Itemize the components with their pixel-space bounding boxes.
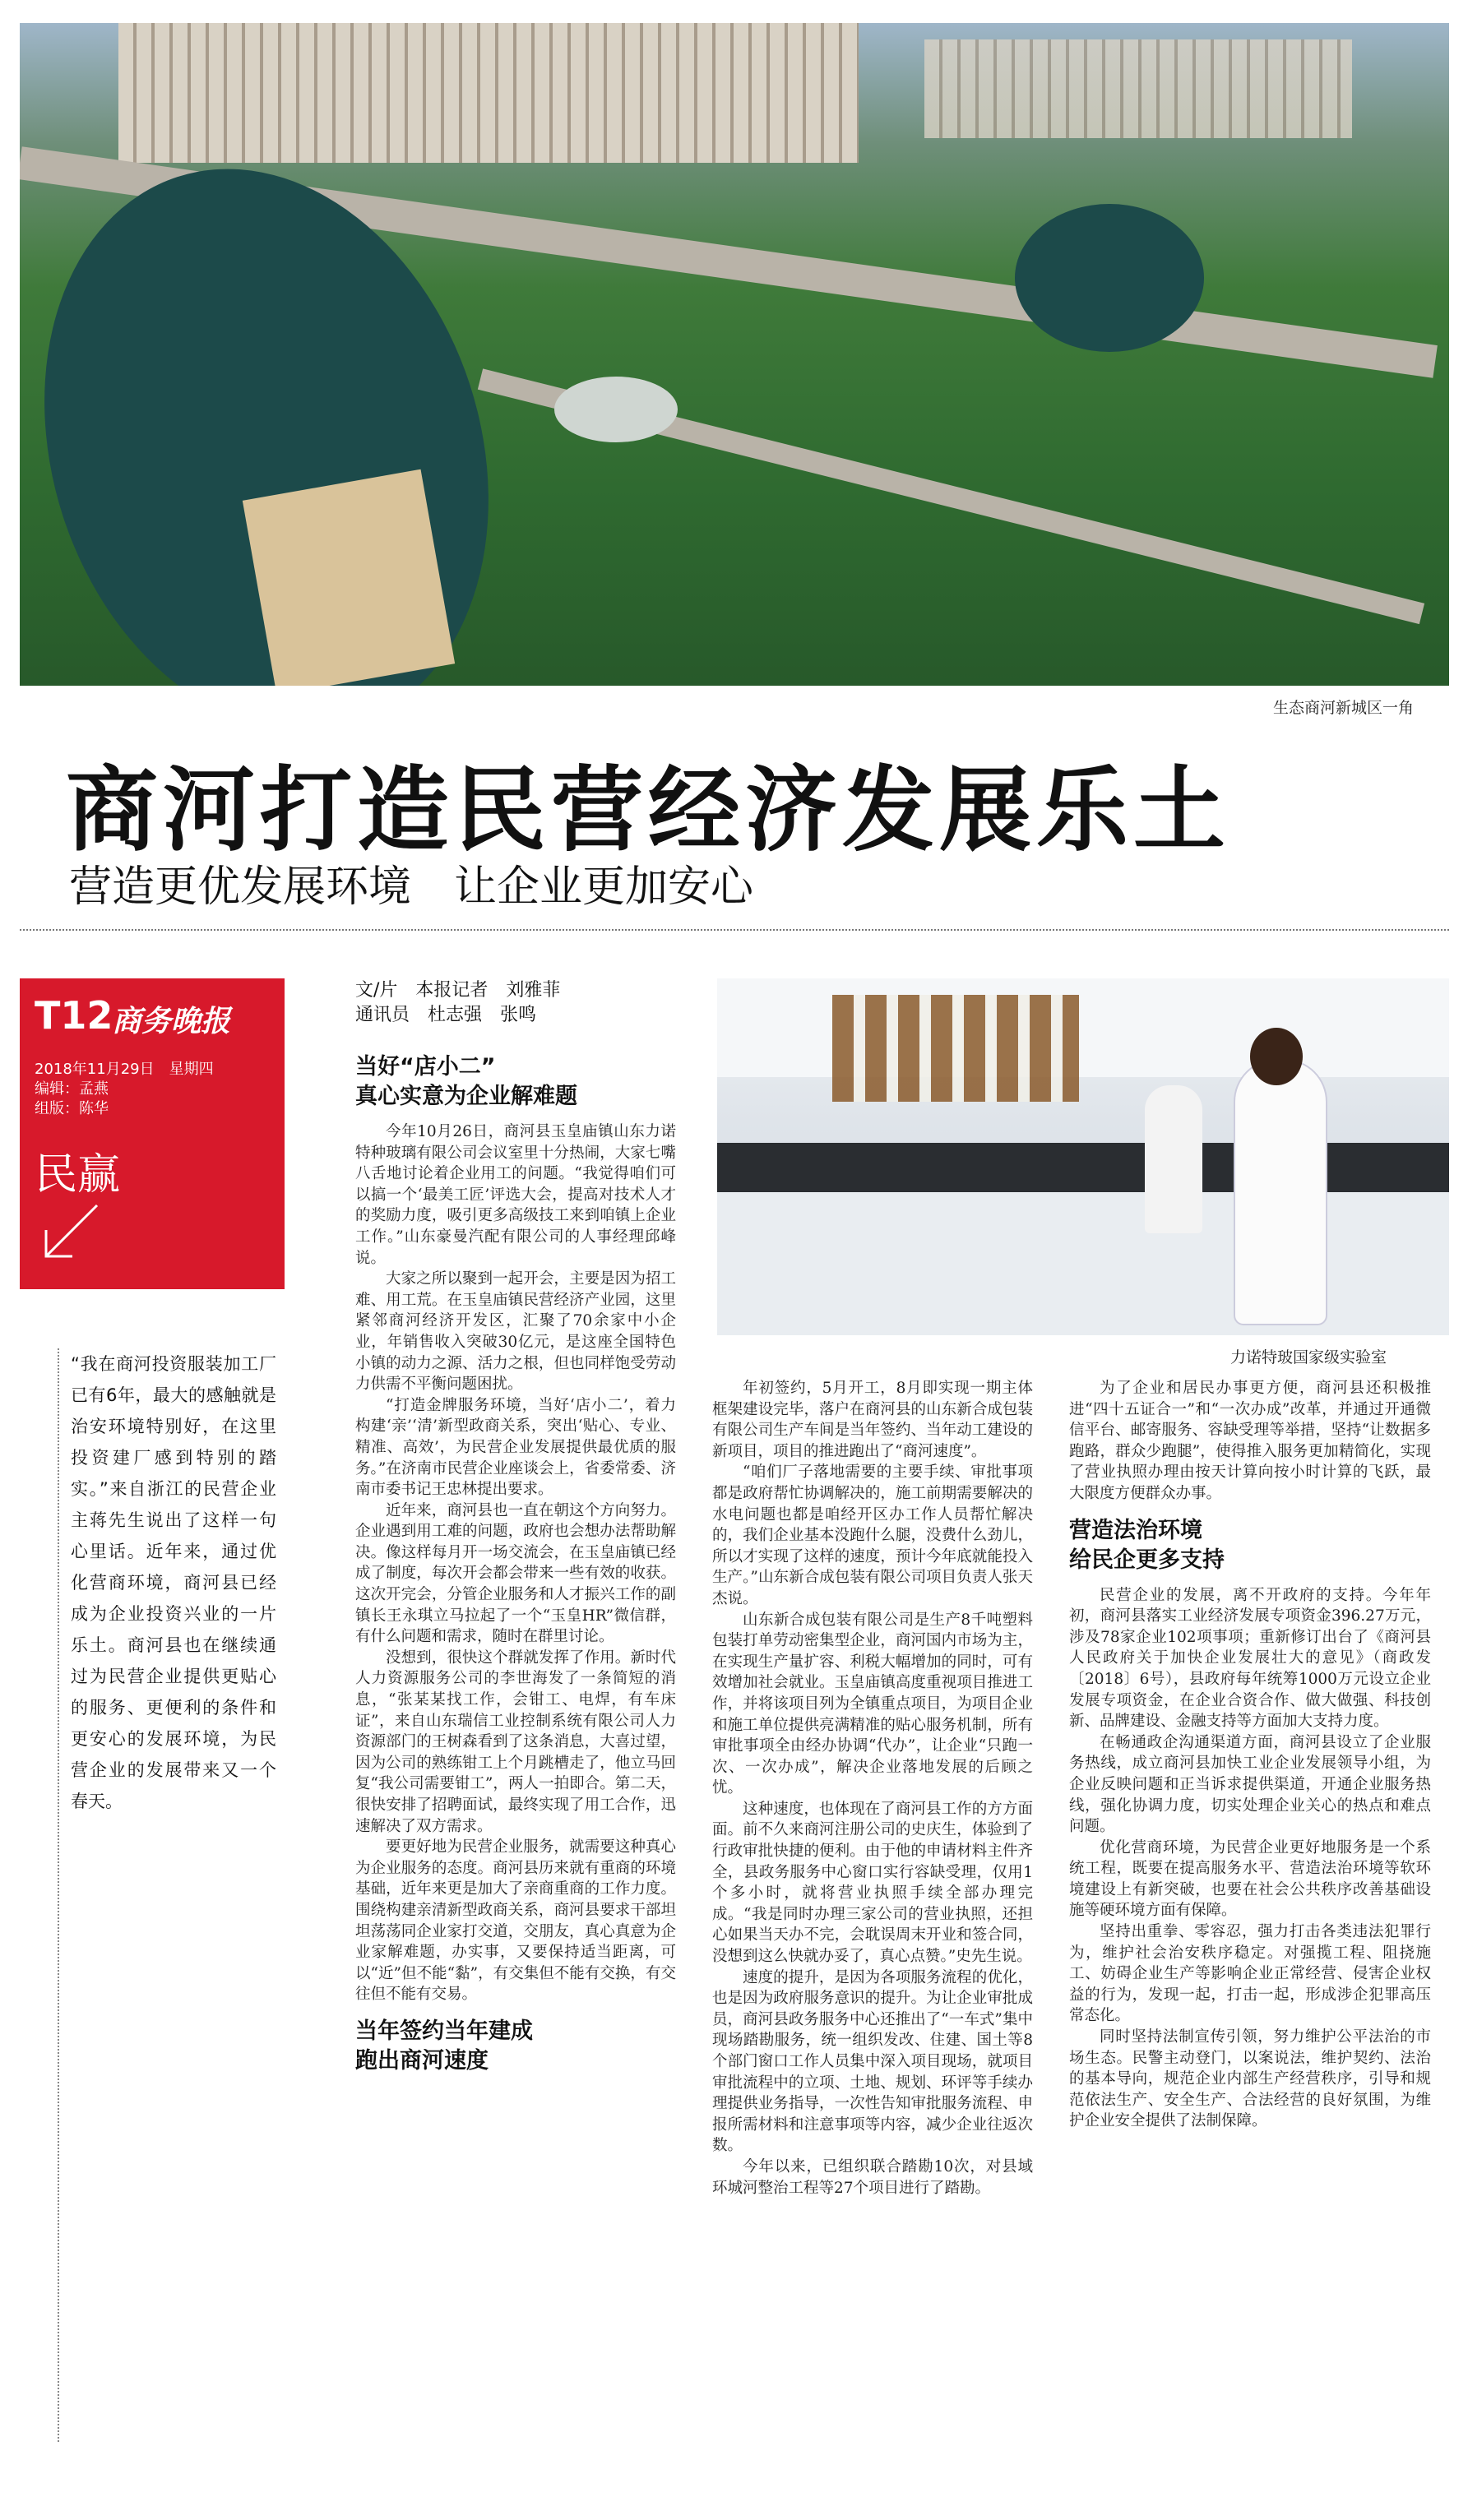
pond [1015, 204, 1204, 352]
subhead-2a: 当年签约当年建成 [355, 2018, 533, 2044]
paragraph: 速度的提升，是因为各项服务流程的优化，也是因为政府服务意识的提升。为让企业审批成员，商河县政务服务中心还推出了“一车式”集中现场踏勘服务，统一组织发改、住建、国土等8个部门窗口工作人员集中深入项目现场，就项目审批流程中的立项、土地、规划、环评等手续办理提供业务指导，一次性告知审批服务流程、申报所需材料和注意事项等内容，减少企业往返次数。 [712, 1968, 1033, 2155]
sand-beach [243, 469, 455, 686]
subhead-3b: 给民企更多支持 [1069, 1547, 1225, 1573]
round-plaza [554, 377, 678, 442]
article-column-2 [712, 1378, 1033, 2199]
article-column-3 [1069, 1378, 1431, 2132]
ceiling [717, 978, 1449, 1077]
hero-caption: 生态商河新城区一角 [1273, 699, 1415, 717]
second-researcher [1145, 1085, 1202, 1233]
paragraph: 大家之所以聚到一起开会，主要是因为招工难、用工荒。在玉皇庙镇民营经济产业园，这里紧邻商河经济开发区，汇聚了70余家中小企业，年销售收入突破30亿元，是这座全国特色小镇的动力之源、活力之根，但也同样饱受劳动力供需不平衡问题困扰。 [355, 1270, 676, 1394]
paper-name: 商务晚报 [112, 1005, 231, 1038]
paragraph: 没想到，很快这个群就发挥了作用。新时代人力资源服务公司的李世海发了一条简短的消息，“张某某找工作，会钳工、电焊，有车床证”，来自山东瑞信工业控制系统有限公司人力资源部门的王树森看到了这条消息，大喜过望，因为公司的熟练钳工上个月跳槽走了，他立马回复“我公司需要钳工”，两人一拍即合。第二天，很快安排了招聘面试，最终实现了用工合作，迅速解决了双方需求。 [355, 1648, 676, 1835]
paragraph: 要更好地为民营企业服务，就需要这种真心为企业服务的态度。商河县历来就有重商的环境基础，近年来更是加大了亲商重商的工作力度。围绕构建亲清新型政商关系，商河县要求干部坦坦荡荡同企业家打交道，交朋友，真心真意为企业家解难题，办实事，又要保持适当距离，可以“近”但不能“黏”，有交集但不能有交换，有交往但不能有交易。 [355, 1838, 676, 2004]
paragraph: 在畅通政企沟通渠道方面，商河县设立了企业服务热线，成立商河县加快工业企业发展领导小组，为企业反映问题和正当诉求提供渠道，开通企业服务热线，强化协调力度，切实处理企业关心的热点和难点问题。 [1069, 1733, 1431, 1836]
issue-date: 2018年11月29日 星期四 [35, 1061, 214, 1078]
hero-aerial-photo [20, 23, 1449, 686]
lab-photo [717, 978, 1449, 1335]
section-title: 民赢 [35, 1150, 121, 1200]
paragraph: 近年来，商河县也一直在朝这个方向努力。企业遇到用工难的问题，政府也会想办法帮助解决。像这样每月开一场交流会，在玉皇庙镇已经成了制度，每次开会都会带来一些有效的收获。这次开完会，分管企业服务和人才振兴工作的副镇长王永琪立马拉起了一个“玉皇HR”微信群，有什么问题和需求，随时在群里讨论。 [355, 1501, 676, 1646]
paragraph: 同时坚持法制宣传引领，努力维护公平法治的市场生态。民警主动登门，以案说法，维护契约、法治的基本导向，规范企业内部生产经营秩序，引导和规范依法生产、安全生产、合法经营的良好氛围，为维护企业安全提供了法制保障。 [1069, 2028, 1431, 2130]
subheadline: 营造更优发展环境 让企业更加安心 [69, 862, 754, 912]
layout-credit: 组版：陈华 [35, 1100, 109, 1117]
byline-correspondents: 通讯员 杜志强 张鸣 [355, 1005, 537, 1025]
residential-buildings-right [924, 39, 1352, 138]
byline-reporter: 文/片 本报记者 刘雅菲 [355, 980, 561, 1001]
masthead-block [20, 978, 285, 1289]
subhead-2b: 跑出商河速度 [355, 2047, 489, 2074]
pull-quote: “我在商河投资服装加工厂已有6年，最大的感触就是治安环境特别好，在这里投资建厂感到特别的踏实。”来自浙江的民营企业主蒋先生说出了这样一句心里话。近年来，通过优化营商环境，商河县已经成为企业投资兴业的一片乐土。商河县也在继续通过为民营企业提供更贴心的服务、更便利的条件和更安心的发展环境，为民营企业的发展带来又一个春天。 [58, 1348, 276, 2442]
paragraph: 民营企业的发展，离不开政府的支持。今年年初，商河县落实工业经济发展专项资金396.27万元，涉及78家企业102项事项；重新修订出台了《商河县人民政府关于加快企业发展壮大的意见》（商政发〔2018〕6号），县政府每年统筹1000万元设立企业发展专项资金，在企业合资合作、做大做强、科技创新、品牌建设、金融支持等方面加大支持力度。 [1069, 1586, 1431, 1731]
page-number: T12 [35, 993, 113, 1038]
researcher-figure [1235, 1061, 1326, 1324]
paragraph: 坚持出重拳、零容忍，强力打击各类违法犯罪行为，维护社会治安秩序稳定。对强揽工程、阻挠施工、妨碍企业生产等影响企业正常经营、侵害企业权益的行为，发现一起，打击一起，形成涉企犯罪高压常态化。 [1069, 1923, 1431, 2025]
lab-caption: 力诺特玻国家级实验室 [1230, 1348, 1387, 1366]
paragraph: “咱们厂子落地需要的主要手续、审批事项都是政府帮忙协调解决的，施工前期需要解决的水电问题也都是咱经开区办工作人员帮忙解决的，我们企业基本没跑什么腿，没费什么劲儿，所以才实现了这样的速度，预计今年底就能投入生产。”山东新合成包装有限公司项目负责人张天杰说。 [712, 1463, 1033, 1607]
bench-cabinets [717, 1192, 1449, 1335]
arrow-down-left-icon [38, 1199, 104, 1265]
dotted-divider [20, 929, 1449, 931]
residential-buildings [118, 23, 859, 163]
paragraph: 今年10月26日，商河县玉皇庙镇山东力诺特种玻璃有限公司会议室里十分热闹，大家七嘴八舌地讨论着企业用工的问题。“我觉得咱们可以搞一个‘最美工匠’评选大会，提高对技术人才的奖励力度，吸引更多高级技工来到咱镇上企业工作。”山东豪曼汽配有限公司的人事经理邱峰说。 [355, 1123, 676, 1267]
subhead-1b: 真心实意为企业解难题 [355, 1084, 577, 1109]
researcher-head [1250, 1028, 1303, 1085]
article-column-1 [355, 978, 676, 2086]
subhead-1a: 当好“店小二” [355, 1054, 496, 1080]
paragraph: 山东新合成包装有限公司是生产8千吨塑料包装打单劳动密集型企业，商河国内市场为主，在实现生产量扩容、利税大幅增加的同时，可有效增加社会就业。玉皇庙镇高度重视项目推进工作，并将该项目列为全镇重点项目，为项目企业和施工单位提供亮满精准的贴心服务机制，所有审批事项全由经办协调“代办”，让企业“只跑一次、一次办成”，解决企业落地发展的后顾之忧。 [712, 1611, 1033, 1797]
paragraph: 为了企业和居民办事更方便，商河县还积极推进“四十五证合一”和“一次办成”改革，并通过开通微信平台、邮寄服务、容缺受理等举措，坚持“让数据多跑路，群众少跑腿”，使得推入服务更加精简化，实现了营业执照办理由按天计算向按小时计算的飞跃，最大限度方便群众办事。 [1069, 1380, 1431, 1502]
reagent-shelf [832, 995, 1079, 1102]
paragraph: 优化营商环境，为民营企业更好地服务是一个系统工程，既要在提高服务水平、营造法治环境等软环境建设上有新突破，也要在社会公共秩序改善基础设施等硬环境方面有保障。 [1069, 1838, 1431, 1920]
paragraph: 今年以来，已组织联合踏勘10次，对县域环城河整治工程等27个项目进行了踏勘。 [712, 2157, 1033, 2197]
paragraph: “打造金牌服务环境，当好‘店小二’，着力构建‘亲’‘清’新型政商关系，突出‘贴心、专业、精准、高效’，为民营企业发展提供最优质的服务。”在济南市民营企业座谈会上，省委常委、济南市委书记王忠林提出要求。 [355, 1396, 676, 1499]
subhead-3a: 营造法治环境 [1069, 1517, 1202, 1543]
paragraph: 年初签约，5月开工，8月即实现一期主体框架建设完毕，落户在商河县的山东新合成包装有限公司生产车间是当年签约、当年动工建设的新项目，项目的推进跑出了“商河速度”。 [712, 1380, 1033, 1460]
headline: 商河打造民营经济发展乐土 [66, 757, 1230, 864]
paragraph: 这种速度，也体现在了商河县工作的方方面面。前不久来商河注册公司的史庆生，体验到了行政审批快捷的便利。由于他的申请材料主件齐全，县政务服务中心窗口实行容缺受理，仅用1个多小时，就将营业执照手续全部办理完成。“我是同时办理三家公司的营业执照，还担心如果当天办不完，会耽误周末开业和签合同，没想到这么快就办妥了，真心点赞。”史先生说。 [712, 1800, 1033, 1966]
lab-bench [717, 1143, 1449, 1192]
editor-credit: 编辑：孟燕 [35, 1080, 109, 1098]
